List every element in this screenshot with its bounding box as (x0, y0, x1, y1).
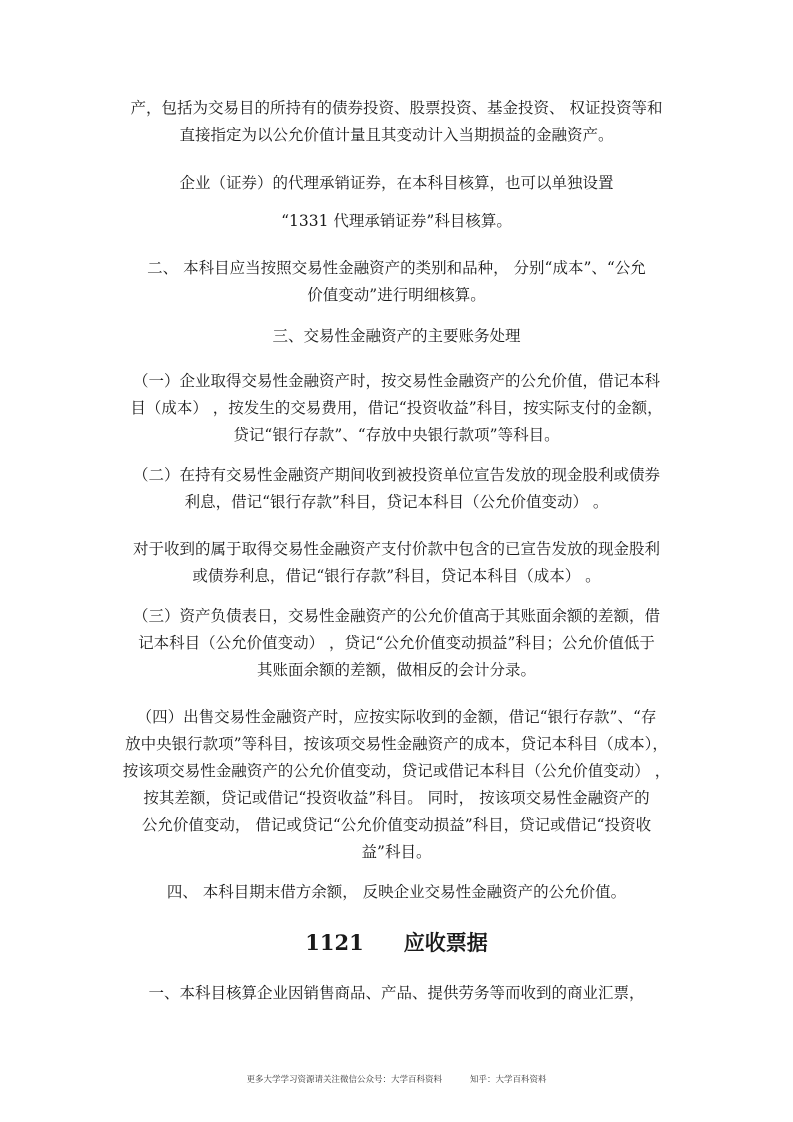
section-heading (0, 930, 793, 956)
text-line: 企业（证券）的代理承销证券，在本科目核算，也可以单独设置 (179, 174, 614, 192)
text-line: 记本科目（公允价值变动） ，贷记“公允价值变动损益”科目；公允价值低于 (138, 634, 655, 652)
text-line: 放中央银行款项”等科目，按该项交易性金融资产的成本，贷记本科目（成本）， (125, 735, 668, 753)
text-line: 目（成本） ，按发生的交易费用，借记“投资收益”科目，按实际支付的金额， (130, 399, 663, 417)
text-line: 对于收到的属于取得交易性金融资产支付价款中包含的已宣告发放的现金股利 (132, 540, 660, 558)
text-line: （三）资产负债表日，交易性金融资产的公允价值高于其账面余额的差额，借 (132, 607, 660, 625)
text-line: （二）在持有交易性金融资产期间收到被投资单位宣告发放的现金股利或债券 (132, 466, 660, 484)
text-line: 三、交易性金融资产的主要账务处理 (272, 327, 521, 345)
text-line: 其账面余额的差额，做相反的会计分录。 (256, 661, 536, 679)
footer-wechat-note: 更多大学学习资源请关注微信公众号：大学百科资料 (246, 1075, 442, 1085)
text-line: 利息，借记“银行存款”科目，贷记本科目（公允价值变动） 。 (184, 493, 609, 511)
text-line: 按其差额，贷记或借记“投资收益”科目。 同时， 按该项交易性金融资产的 (143, 789, 650, 807)
text-line: 直接指定为以公允价值计量且其变动计入当期损益的金融资产。 (179, 126, 614, 144)
footer-zhihu-note: 知乎：大学百科资料 (470, 1075, 547, 1085)
text-line: 二、 本科目应当按照交易性金融资产的类别和品种， 分别“成本”、“公允 (147, 259, 646, 277)
text-line: 贷记“银行存款”、“存放中央银行款项”等科目。 (233, 426, 560, 444)
text-line: 或债券利息，借记“银行存款”科目，贷记本科目（成本） 。 (192, 567, 601, 585)
text-line: 按该项交易性金融资产的公允价值变动，贷记或借记本科目（公允价值变动） ， (122, 762, 671, 780)
section-title: 应收票据 (403, 930, 488, 955)
text-line: 四、 本科目期末借方余额， 反映企业交易性金融资产的公允价值。 (166, 883, 627, 901)
section-code: 1121 (305, 930, 364, 955)
text-line: 一、本科目核算企业因销售商品、产品、提供劳务等而收到的商业汇票， (148, 984, 645, 1002)
text-line: 公允价值变动， 借记或贷记“公允价值变动损益”科目，贷记或借记“投资收 (141, 816, 652, 834)
text-line: “1331 代理承销证券”科目核算。 (281, 212, 512, 230)
text-line: 产，包括为交易目的所持有的债券投资、股票投资、基金投资、 权证投资等和 (130, 99, 663, 117)
page-footer (0, 1074, 793, 1086)
text-line: （四）出售交易性金融资产时，应按实际收到的金额，借记“银行存款”、“存 (136, 708, 657, 726)
text-line: 价值变动”进行明细核算。 (307, 286, 486, 304)
text-line: （一）企业取得交易性金融资产时，按交易性金融资产的公允价值，借记本科 (132, 372, 660, 390)
text-line: 益”科目。 (361, 843, 432, 861)
